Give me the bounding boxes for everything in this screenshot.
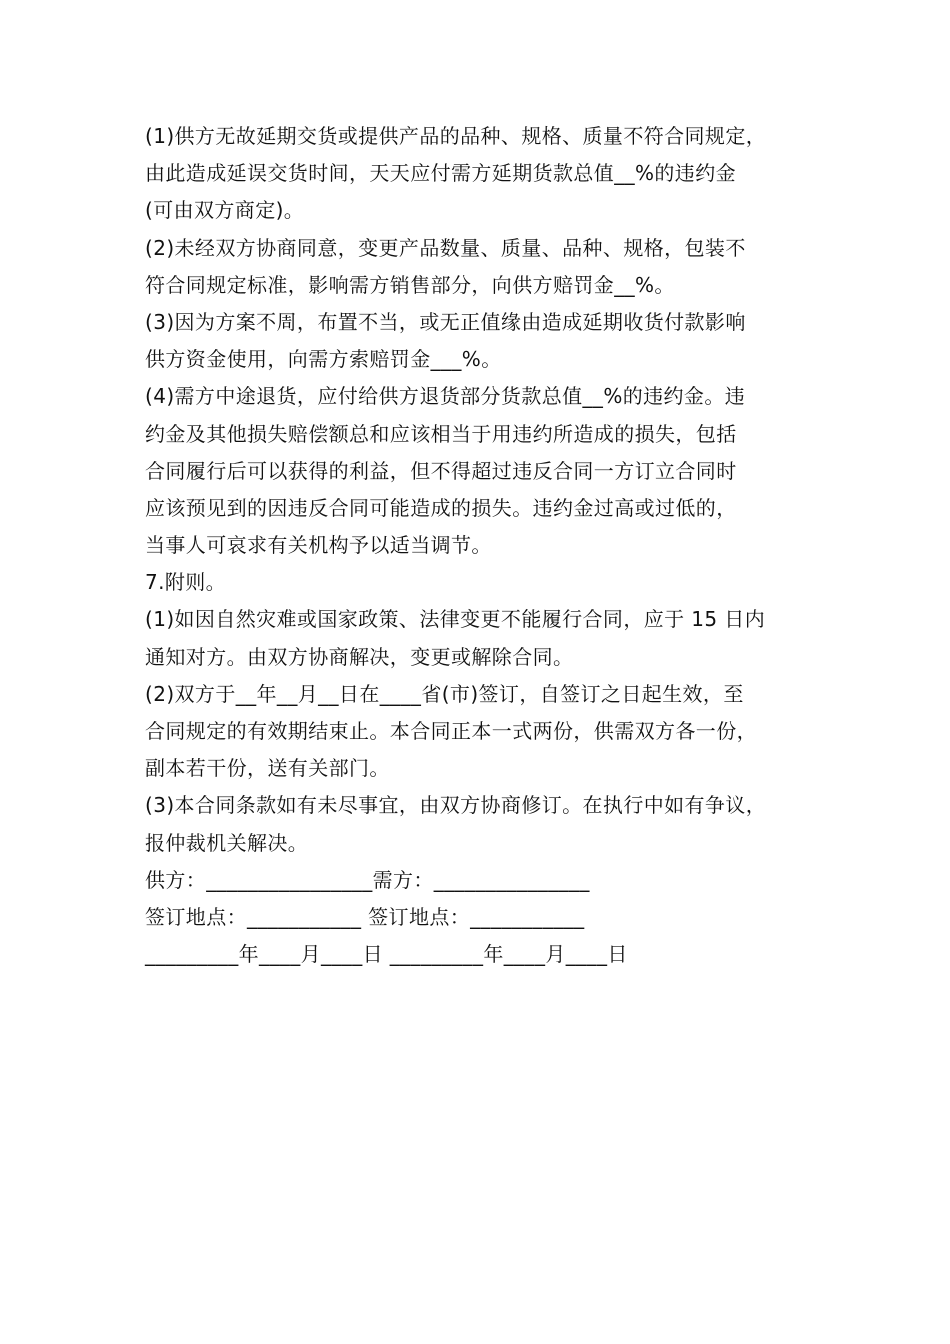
clause-3-line-1: (3)因为方案不周，布置不当，或无正值缘由造成延期收货付款影响	[145, 309, 746, 334]
clause-4-line-2: 约金及其他损失赔偿额总和应该相当于用违约所造成的损失，包括	[145, 421, 737, 446]
document-body	[145, 118, 815, 973]
appendix-2-line-2: 合同规定的有效期结束止。本合同正本一式两份，供需双方各一份，	[145, 719, 757, 743]
clause-4-line-4: 应该预见到的因违反合同可能造成的损失。违约金过高或过低的，	[145, 495, 737, 520]
appendix-1-line-1: (1)如因自然灾难或国家政策、法律变更不能履行合同，应于 15 日内	[145, 607, 766, 632]
clause-4-line-1: (4)需方中途退货，应付给供方退货部分货款总值__%的违约金。违	[145, 384, 746, 409]
appendix-2-line-3: 副本若干份，送有关部门。	[145, 756, 390, 781]
section-heading: 7.附则。	[145, 570, 227, 595]
signature-dates: _________年____月____日 _________年____月____日	[145, 942, 628, 967]
clause-3-line-2: 供方资金使用，向需方索赔罚金___%。	[145, 347, 502, 372]
appendix-3-line-1: (3)本合同条款如有未尽事宜，由双方协商修订。在执行中如有争议，	[145, 793, 767, 818]
clause-1-line-2: 由此造成延误交货时间，天天应付需方延期货款总值__%的违约金	[145, 161, 737, 186]
clause-2-line-2: 符合同规定标准，影响需方销售部分，向供方赔罚金__%。	[145, 272, 675, 297]
clause-2-line-1: (2)未经双方协商同意，变更产品数量、质量、品种、规格，包装不	[145, 235, 746, 260]
clause-4-line-5: 当事人可哀求有关机构予以适当调节。	[145, 533, 492, 558]
appendix-1-line-2: 通知对方。由双方协商解决，变更或解除合同。	[145, 644, 574, 669]
appendix-2-line-1: (2)双方于__年__月__日在____省(市)签订，自签订之日起生效，至	[145, 681, 744, 706]
clause-4-line-3: 合同履行后可以获得的利益，但不得超过违反合同一方订立合同时	[145, 458, 737, 483]
signature-locations: 签订地点：___________ 签订地点：___________	[145, 904, 585, 929]
clause-1-line-3: (可由双方商定)。	[145, 198, 305, 223]
signature-parties: 供方：________________需方：_______________	[145, 867, 590, 892]
appendix-3-line-2: 报仲裁机关解决。	[145, 830, 309, 855]
clause-1-line-1: (1)供方无故延期交货或提供产品的品种、规格、质量不符合同规定，	[145, 124, 767, 148]
